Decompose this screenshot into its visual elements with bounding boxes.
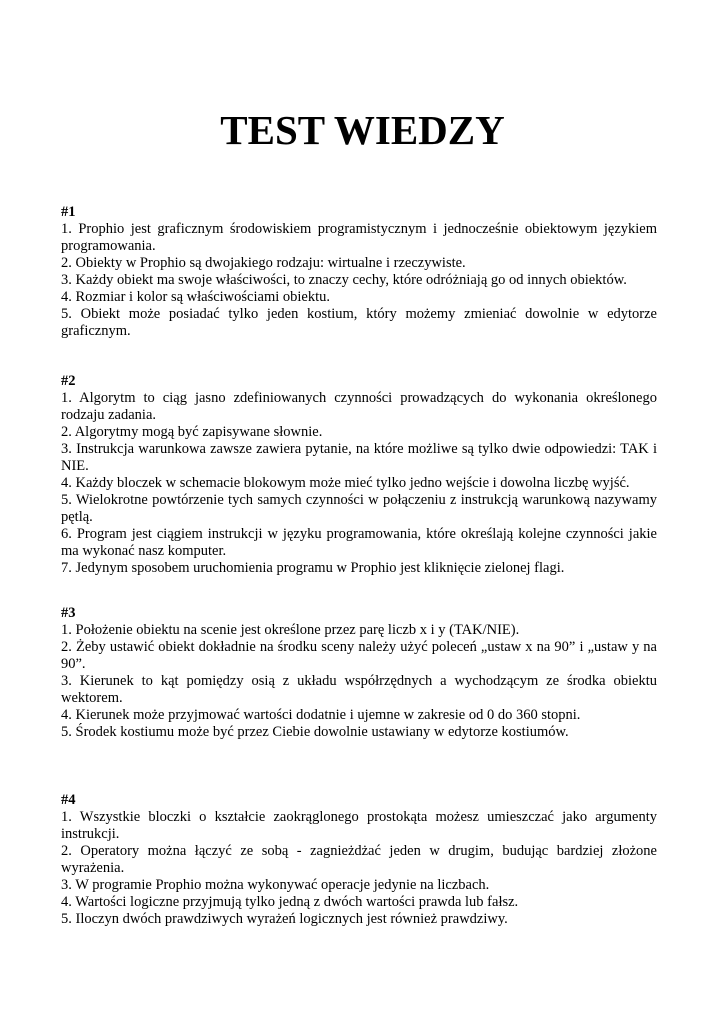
question-item: 2. Obiekty w Prophio są dwojakiego rodzaju: wirtualne i rzeczywiste. xyxy=(61,255,466,271)
section-3 xyxy=(61,605,657,741)
section-heading: #3 xyxy=(61,605,76,621)
page-title: TEST WIEDZY xyxy=(220,107,505,153)
question-item: 2. Żeby ustawić obiekt dokładnie na środku sceny należy użyć poleceń „ustaw x na 90” i „ustaw y na 90”. xyxy=(61,639,657,672)
section-heading: #1 xyxy=(61,204,76,220)
question-item: 2. Operatory można łączyć ze sobą - zagnieżdżać jeden w drugim, budując bardziej złożone wyrażenia. xyxy=(61,843,657,876)
question-item: 1. Algorytm to ciąg jasno zdefiniowanych czynności prowadzących do wykonania określonego rodzaju zadania. xyxy=(61,390,657,423)
question-item: 5. Wielokrotne powtórzenie tych samych czynności w połączeniu z instrukcją warunkową nazywamy pętlą. xyxy=(61,492,657,525)
question-item: 3. Kierunek to kąt pomiędzy osią z układu współrzędnych a wychodzącym ze środka obiektu wektorem. xyxy=(61,673,657,706)
section-1 xyxy=(61,204,657,340)
question-item: 5. Iloczyn dwóch prawdziwych wyrażeń logicznych jest również prawdziwy. xyxy=(61,911,508,927)
question-item: 4. Rozmiar i kolor są właściwościami obiektu. xyxy=(61,289,331,305)
question-item: 4. Każdy bloczek w schemacie blokowym może mieć tylko jedno wejście i dowolna liczbę wyjść. xyxy=(61,475,630,491)
question-item: 1. Położenie obiektu na scenie jest określone przez parę liczb x i y (TAK/NIE). xyxy=(61,622,520,638)
question-item: 7. Jedynym sposobem uruchomienia programu w Prophio jest kliknięcie zielonej flagi. xyxy=(61,560,565,576)
question-item: 1. Wszystkie bloczki o kształcie zaokrąglonego prostokąta możesz umieszczać jako argumenty instrukcji. xyxy=(61,809,657,842)
section-2 xyxy=(61,373,657,577)
section-heading: #4 xyxy=(61,792,76,808)
question-item: 5. Środek kostiumu może być przez Ciebie dowolnie ustawiany w edytorze kostiumów. xyxy=(61,724,569,740)
question-item: 6. Program jest ciągiem instrukcji w języku programowania, które określają kolejne czynności jakie ma wykonać nasz komputer. xyxy=(61,526,657,559)
question-item: 3. Instrukcja warunkowa zawsze zawiera pytanie, na które możliwe są tylko dwie odpowiedzi: TAK i NIE. xyxy=(61,441,657,474)
section-heading: #2 xyxy=(61,373,76,389)
question-item: 5. Obiekt może posiadać tylko jeden kostium, który możemy zmieniać dowolnie w edytorze graficznym. xyxy=(61,306,657,339)
question-item: 3. Każdy obiekt ma swoje właściwości, to znaczy cechy, które odróżniają go od innych obiektów. xyxy=(61,272,627,288)
section-4 xyxy=(61,792,657,928)
question-item: 3. W programie Prophio można wykonywać operacje jedynie na liczbach. xyxy=(61,877,490,893)
question-item: 2. Algorytmy mogą być zapisywane słownie. xyxy=(61,424,323,440)
question-item: 1. Prophio jest graficznym środowiskiem programistycznym i jednocześnie obiektowym językiem programowania. xyxy=(61,221,657,254)
question-item: 4. Kierunek może przyjmować wartości dodatnie i ujemne w zakresie od 0 do 360 stopni. xyxy=(61,707,581,723)
question-item: 4. Wartości logiczne przyjmują tylko jedną z dwóch wartości prawda lub fałsz. xyxy=(61,894,519,910)
